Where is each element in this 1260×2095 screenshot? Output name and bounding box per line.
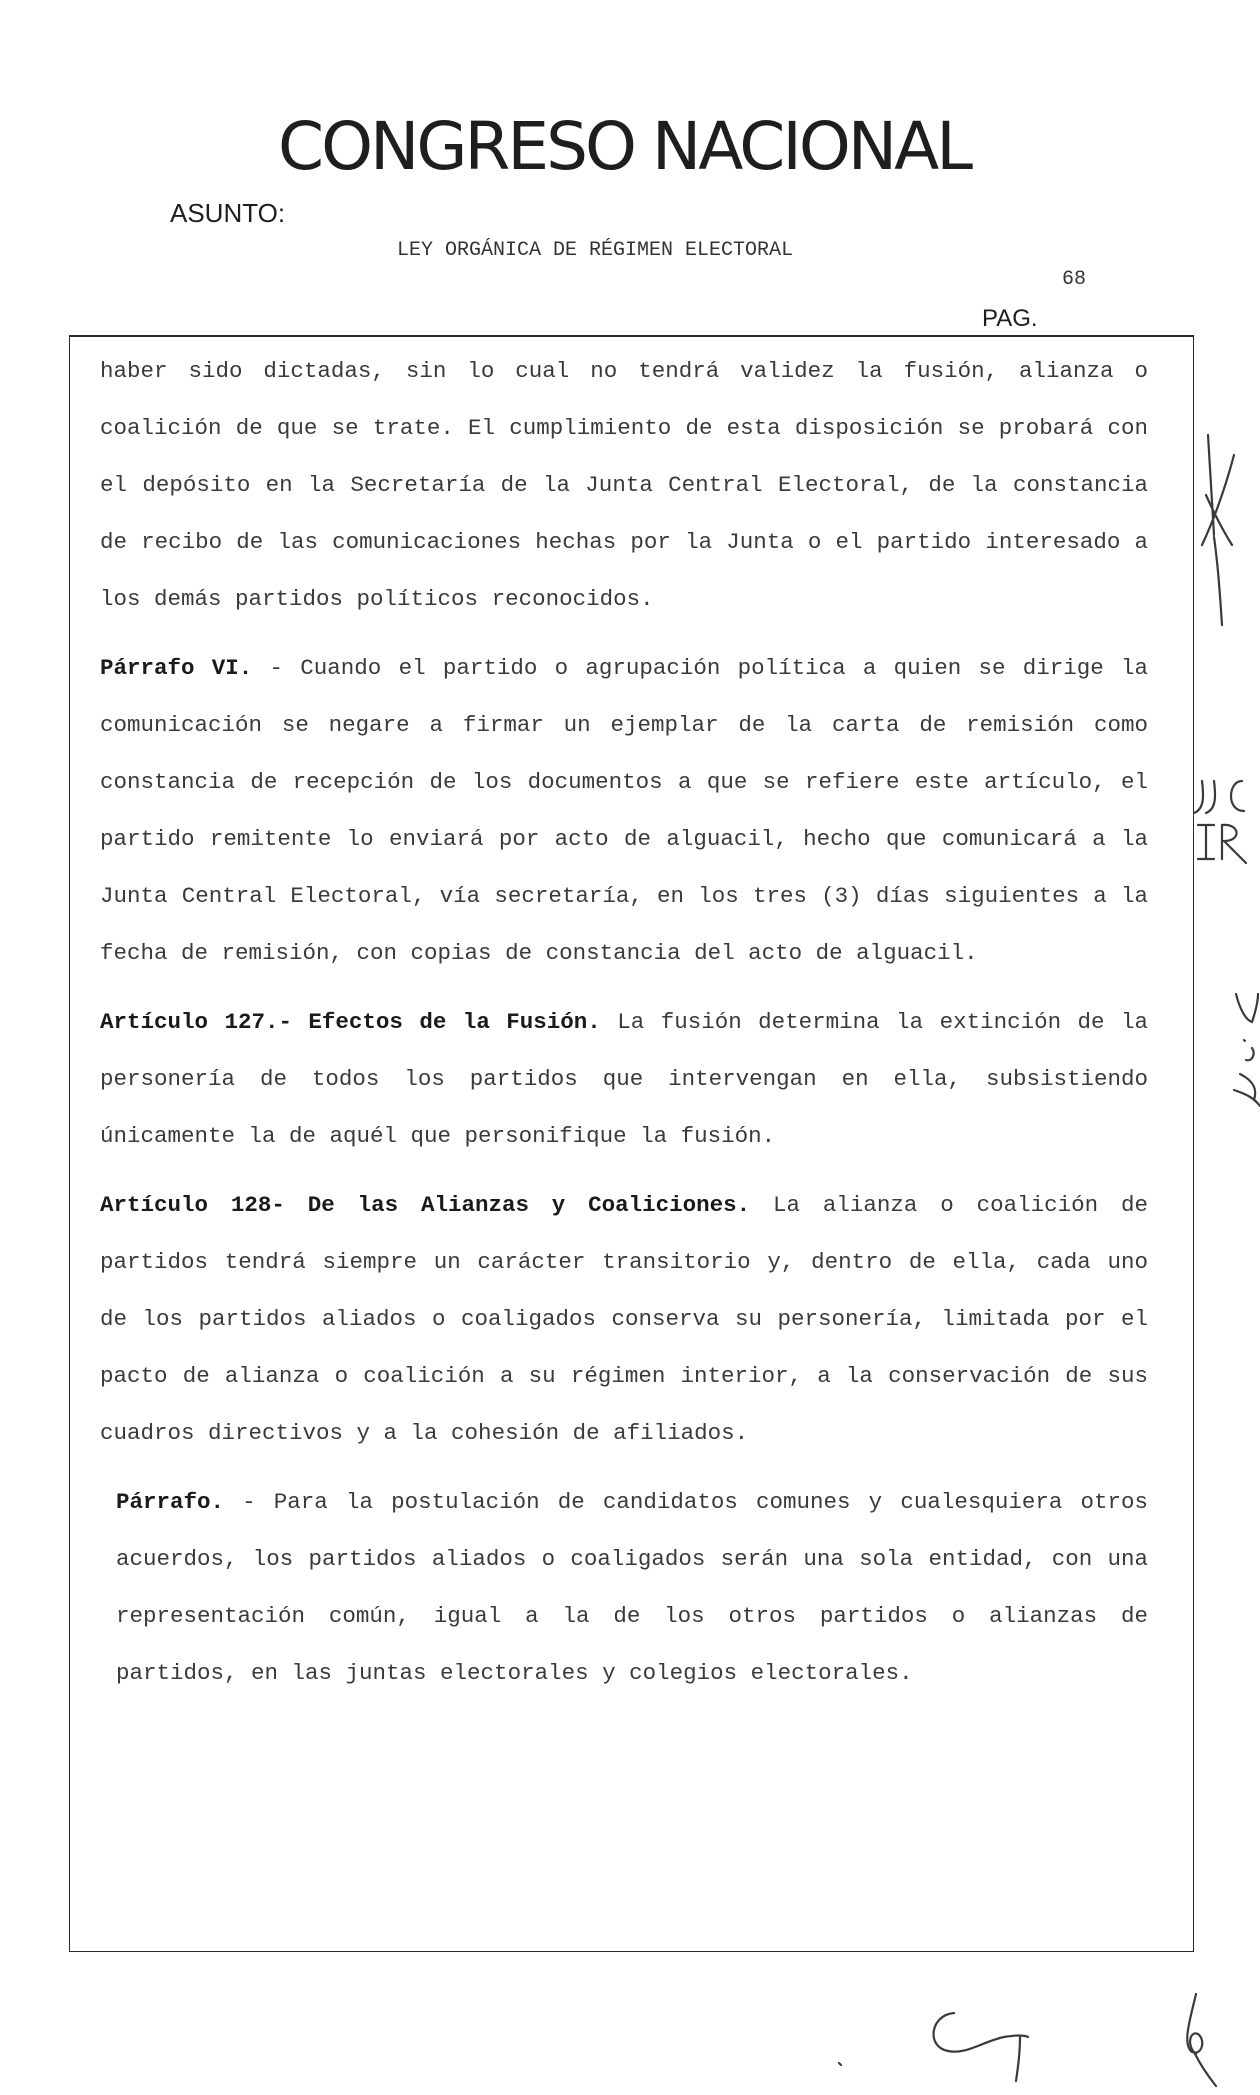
page-number: 68 xyxy=(1062,268,1087,291)
paragraph-article-128 xyxy=(100,1474,1148,1702)
bottom-signature xyxy=(920,2005,1040,2085)
document-body xyxy=(100,343,1148,1702)
ink-dot xyxy=(836,2060,844,2068)
article-128-text: La alianza o coalición de partidos tendrá siempre un carácter transitorio y, dentro de ella, cada uno de los partidos aliados o coaligados conserva su personería, limitada por el pacto de alianza o coalición a su régimen interior, a la conservación de sus cuadros directivos y a la cohesión de afiliados. xyxy=(100,1192,1148,1446)
paragraph-vi-heading: Párrafo VI. xyxy=(100,655,253,681)
margin-signature-bottom xyxy=(1232,990,1260,1110)
header-title: CONGRESO NACIONAL xyxy=(278,108,971,185)
article-127-text: La fusión determina la extinción de la personería de todos los partidos que intervengan en ella, subsistiendo únicamente la de aquél que personifique la fusión. xyxy=(100,1009,1148,1149)
asunto-label: ASUNTO: xyxy=(170,198,286,228)
article-127-heading: Artículo 127.- Efectos de la Fusión. xyxy=(100,1009,601,1035)
margin-initials-jjc-ir xyxy=(1192,775,1258,875)
paragraph-vi-text: - Cuando el partido o agrupación política a quien se dirige la comunicación se negare a firmar un ejemplar de la carta de remisión como constancia de recepción de los documentos a que se refiere este artículo, el partido remitente lo enviará por acto de alguacil, hecho que comunicará a la Junta Central Electoral, vía secretaría, en los tres (3) días siguientes a la fecha de remisión, con copias de constancia del acto de alguacil. xyxy=(100,655,1148,966)
margin-signature-top xyxy=(1192,425,1252,630)
article-127 xyxy=(100,994,1148,1165)
paragraph-text: - Para la postulación de candidatos comunes y cualesquiera otros acuerdos, los partidos aliados o coaligados serán una sola entidad, con una representación común, igual a la de los otros partidos o alianzas de partidos, en las juntas electorales y colegios electorales. xyxy=(116,1489,1148,1686)
paragraph-vi xyxy=(100,640,1148,982)
pag-label: PAG. xyxy=(982,305,1038,332)
paragraph-heading: Párrafo. xyxy=(116,1489,225,1515)
document-subject: LEY ORGÁNICA DE RÉGIMEN ELECTORAL xyxy=(397,239,794,262)
paragraph-continuation: haber sido dictadas, sin lo cual no tendrá validez la fusión, alianza o coalición de que se trate. El cumplimiento de esta disposición se probará con el depósito en la Secretaría de la Junta Central Electoral, de la constancia de recibo de las comunicaciones hechas por la Junta o el partido interesado a los demás partidos políticos reconocidos. xyxy=(100,358,1148,612)
article-128-heading: Artículo 128- De las Alianzas y Coaliciones. xyxy=(100,1192,751,1218)
bottom-corner-signature xyxy=(1176,1990,1226,2090)
article-128 xyxy=(100,1177,1148,1462)
